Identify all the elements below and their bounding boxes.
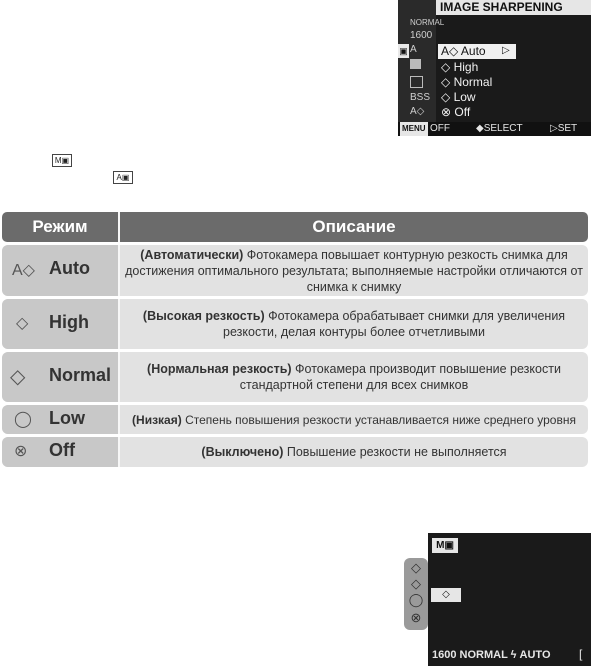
- description-text: Фотокамера производит повышение резкости стандартной степени для всех снимков: [239, 362, 561, 392]
- table-header: [2, 212, 588, 242]
- option-label: Auto: [460, 44, 486, 58]
- mode-description: [124, 361, 584, 393]
- bss-label: BSS: [410, 92, 431, 103]
- low-sharpen-icon: ◇: [441, 90, 451, 104]
- current-sharpening-indicator: ◇: [431, 588, 461, 602]
- description-bold: (Низкая): [132, 413, 182, 427]
- manual-mode-icon: M▣: [432, 538, 458, 553]
- option-label: High: [453, 60, 479, 74]
- low-sharpen-icon: ◯: [14, 411, 32, 428]
- mode-label: Off: [49, 440, 75, 460]
- option-label: Low: [453, 90, 476, 104]
- auto-sharpen-icon: A◇: [441, 44, 459, 58]
- divider: [118, 437, 120, 467]
- normal-sharpen-icon: ◯: [408, 592, 424, 607]
- header-mode: Режим: [32, 217, 88, 236]
- mode-cell: [2, 299, 118, 349]
- auto-mode-letter: A: [116, 173, 122, 182]
- iso-value: 1600: [410, 30, 433, 41]
- table-row: [2, 437, 588, 467]
- description-text: Фотокамера повышает контурную резкость снимка для достижения оптимального результата; выполняемые настройки отличаются от снимка к снимку: [125, 248, 583, 294]
- high-sharpen-icon: ◇: [411, 576, 421, 591]
- arrow-right-icon: ▷: [502, 45, 510, 56]
- manual-mode-letter: M: [54, 156, 62, 165]
- off-sharpen-icon: ⊗: [14, 443, 28, 460]
- sharpening-icon-strip: [404, 558, 428, 630]
- sharpening-setting-label: A◇: [410, 106, 425, 117]
- mode-label: Low: [49, 408, 85, 428]
- option-low[interactable]: [438, 90, 516, 105]
- manual-camera-icon: M▣: [52, 154, 72, 167]
- menu-footer: [398, 122, 591, 136]
- description-text: Фотокамера обрабатывает снимки для увеличения резкости, делая контуры более отчетливыми: [223, 309, 566, 339]
- image-quality-label: NORMAL: [410, 18, 445, 27]
- mode-description: [124, 444, 584, 460]
- sharpening-modes-table: [0, 210, 591, 472]
- table-row: [2, 405, 588, 434]
- set-label: ▷SET: [550, 123, 578, 134]
- continuous-icon: [410, 76, 423, 88]
- auto-sharpen-icon: A◇: [12, 262, 35, 279]
- auto-camera-icon: A▣: [113, 171, 133, 184]
- table-row: [2, 245, 588, 296]
- metering-icon: [410, 59, 421, 69]
- mode-description: [124, 308, 584, 340]
- normal-sharpen-icon: ◇: [10, 366, 26, 388]
- description-bold: (Высокая резкость): [142, 309, 265, 323]
- description-text: Степень повышения резкости устанавливается ниже среднего уровня: [181, 413, 576, 427]
- white-balance-label: A: [410, 44, 417, 55]
- image-sharpening-menu-screen: [398, 0, 591, 136]
- mode-cell: [2, 352, 118, 402]
- option-normal[interactable]: [438, 75, 516, 90]
- divider: [118, 299, 120, 349]
- normal-sharpen-icon: ◇: [441, 75, 451, 89]
- off-sharpen-icon: ⊗: [410, 610, 422, 625]
- high-sharpen-icon: ◇: [16, 315, 29, 332]
- camera-monitor-display: [428, 533, 591, 666]
- table-row: [2, 352, 588, 402]
- mode-cell: [2, 437, 118, 467]
- menu-button-label: MENU: [400, 122, 428, 136]
- high-sharpen-icon: ◇: [441, 60, 451, 74]
- description-bold: (Выключено): [201, 445, 284, 459]
- mode-label: Auto: [49, 258, 90, 278]
- mode-cell: [2, 405, 118, 434]
- description-bold: (Автоматически): [140, 248, 244, 262]
- mode-label: High: [49, 312, 89, 332]
- mode-cell: [2, 245, 118, 296]
- mode-label: Normal: [49, 365, 112, 385]
- status-bar: 1600 NORMAL ϟ AUTO: [432, 649, 551, 661]
- divider: [118, 245, 120, 296]
- option-label: Normal: [453, 75, 493, 89]
- mode-letter: M: [436, 540, 445, 551]
- mode-description: [124, 412, 584, 428]
- divider: [118, 405, 120, 434]
- off-sharpen-icon: ⊗: [441, 105, 452, 119]
- option-high[interactable]: [438, 60, 516, 75]
- camera-icon: ▣: [399, 46, 408, 56]
- description-bold: (Нормальная резкость): [147, 362, 292, 376]
- menu-title: IMAGE SHARPENING: [436, 0, 591, 15]
- select-label: ◆SELECT: [476, 123, 523, 134]
- description-text: Повышение резкости не выполняется: [283, 445, 507, 459]
- mode-description: [124, 247, 584, 295]
- off-label: OFF: [430, 123, 450, 134]
- focus-bracket: [: [579, 647, 583, 661]
- divider: [118, 352, 120, 402]
- header-description: Описание: [312, 217, 396, 236]
- auto-sharpen-icon: ◇: [411, 560, 421, 575]
- option-label: Off: [454, 105, 471, 119]
- table-row: [2, 299, 588, 349]
- option-off[interactable]: [438, 105, 516, 120]
